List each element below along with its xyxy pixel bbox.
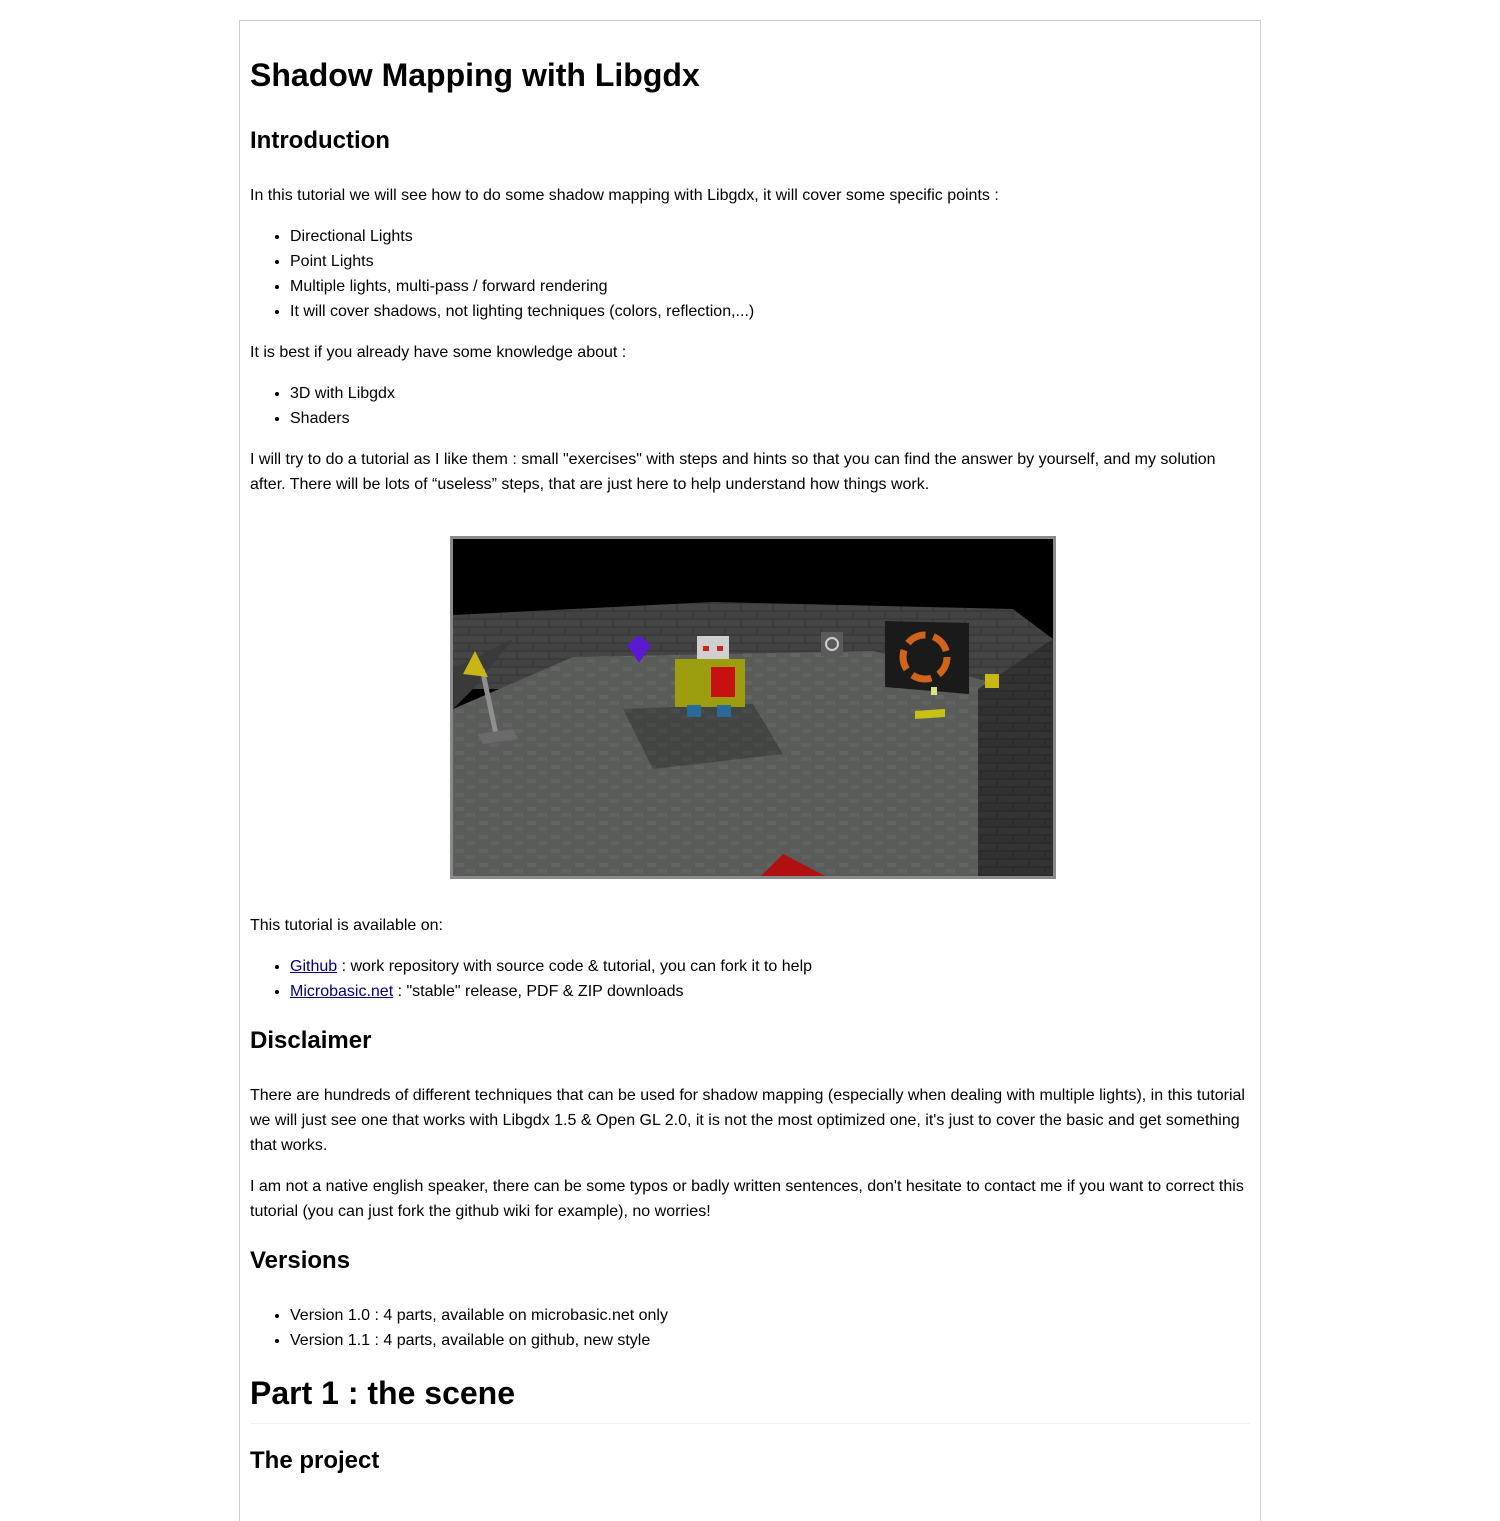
section-heading-versions: Versions xyxy=(250,1247,351,1274)
list-item: • Version 1.0 : 4 parts, available on microbasic.net only xyxy=(290,1303,1250,1328)
part-heading: Part 1 : the scene xyxy=(250,1373,1250,1424)
section-heading-project: The project xyxy=(250,1447,380,1474)
disclaimer-paragraph-2: I am not a native english speaker, there can be some typos or badly written sentences, don't hesitate to contact me if you want to correct this tutorial (you can just fork the github wiki for example), no worries! xyxy=(250,1178,1244,1220)
list-item xyxy=(290,979,1250,1004)
intro-paragraph: In this tutorial we will see how to do some shadow mapping with Libgdx, it will cover some specific points : xyxy=(250,187,999,204)
github-link[interactable]: Github xyxy=(290,958,338,975)
list-item: • Directional Lights xyxy=(290,224,1250,249)
list-item: • It will cover shadows, not lighting techniques (colors, reflection,...) xyxy=(290,299,1250,324)
section-heading-disclaimer: Disclaimer xyxy=(250,1027,372,1054)
disclaimer-paragraph-1: There are hundreds of different techniques that can be used for shadow mapping (especially when dealing with multiple lights), in this tutorial we will just see one that works with Libgdx 1.5 & Open GL 2.0, it is not the most optimized one, it's just to cover the basic and get something that works. xyxy=(250,1087,1245,1154)
microbasic-link-desc: : "stable" release, PDF & ZIP downloads xyxy=(393,983,684,1000)
links-list xyxy=(250,954,1250,1004)
github-link-desc: : work repository with source code & tutorial, you can fork it to help xyxy=(337,958,813,975)
knowledge-list xyxy=(250,381,1250,431)
list-item: • Version 1.1 : 4 parts, available on github, new style xyxy=(290,1328,1250,1353)
list-item: • Point Lights xyxy=(290,249,1250,274)
intro-points-list xyxy=(250,224,1250,324)
scene-figure xyxy=(250,536,1250,879)
list-item: • 3D with Libgdx xyxy=(290,381,1250,406)
microbasic-link[interactable]: Microbasic.net xyxy=(290,983,394,1000)
list-item: • Multiple lights, multi-pass / forward rendering xyxy=(290,274,1250,299)
list-item xyxy=(290,954,1250,979)
knowledge-paragraph: It is best if you already have some knowledge about : xyxy=(250,344,627,361)
page-title: Shadow Mapping with Libgdx xyxy=(250,57,700,93)
versions-list xyxy=(250,1303,1250,1353)
section-heading-introduction: Introduction xyxy=(250,127,390,154)
available-paragraph: This tutorial is available on: xyxy=(250,917,443,934)
list-item: • Shaders xyxy=(290,406,1250,431)
article xyxy=(239,20,1261,1521)
scene-screenshot xyxy=(450,536,1056,879)
style-note-paragraph: I will try to do a tutorial as I like them : small "exercises" with steps and hints so that you can find the answer by yourself, and my solution after. There will be lots of “useless” steps, that are just here to help understand how things work. xyxy=(250,451,1216,493)
scene-illustration xyxy=(453,539,1053,876)
